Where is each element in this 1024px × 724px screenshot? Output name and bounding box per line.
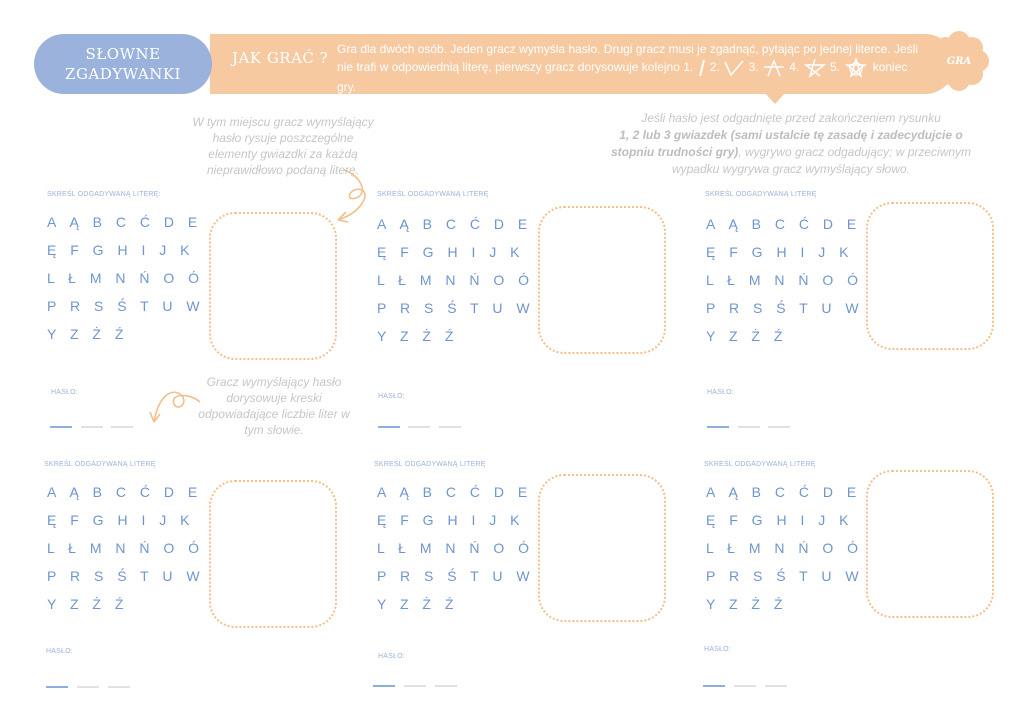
- letter-row[interactable]: L Ł M N Ń O Ó: [706, 272, 864, 288]
- game-title-line1: SŁOWNE: [85, 45, 161, 63]
- star-stage-4-icon: [803, 58, 827, 78]
- letter-row[interactable]: A Ą B C Ć D E: [47, 214, 203, 230]
- stage-3: [749, 58, 786, 77]
- cross-letters-label: SKREŚL ODGADYWANĄ LITERĘ: [374, 461, 486, 468]
- game-title: [34, 34, 212, 94]
- letter-row[interactable]: L Ł M N Ń O Ó: [377, 540, 535, 556]
- letter-row[interactable]: A Ą B C Ć D E: [377, 216, 533, 232]
- letter-row[interactable]: Ę F G H I J K: [706, 244, 854, 260]
- rules-note-intro: Jeśli hasło jest odgadnięte przed zakończeniem rysunku: [641, 111, 941, 125]
- cross-letters-label: SKREŚL ODGADYWANĄ LITERĘ:: [47, 191, 161, 198]
- letter-row[interactable]: Ę F G H I J K: [47, 512, 195, 528]
- alphabet-grid: [377, 478, 535, 618]
- stage-number: 2.: [709, 60, 720, 75]
- letter-row[interactable]: Y Z Ż Ź: [706, 596, 788, 612]
- drawing-box[interactable]: [866, 202, 994, 350]
- password-label: HASŁO:: [707, 389, 734, 396]
- stage-1: [683, 58, 706, 77]
- letter-row[interactable]: Ę F G H I J K: [47, 242, 195, 258]
- letter-row[interactable]: A Ą B C Ć D E: [47, 484, 203, 500]
- stage-2: [710, 58, 745, 77]
- letter-dash[interactable]: [768, 426, 790, 428]
- letter-dash[interactable]: [111, 426, 133, 428]
- drawing-box[interactable]: [209, 480, 337, 628]
- star-stage-2-icon: [723, 59, 745, 77]
- letter-dash[interactable]: [439, 426, 461, 428]
- stage-number: 3.: [748, 60, 759, 75]
- letter-dash[interactable]: [378, 426, 400, 428]
- drawing-box[interactable]: [209, 212, 337, 360]
- game-title-line2: ZGADYWANKI: [65, 65, 181, 83]
- letter-dash[interactable]: [707, 426, 729, 428]
- letter-row[interactable]: P R S Ś T U W: [377, 568, 535, 584]
- password-label: HASŁO:: [378, 653, 405, 660]
- letter-row[interactable]: Ę F G H I J K: [377, 512, 525, 528]
- star-stage-5-icon: [843, 58, 869, 78]
- letter-dash[interactable]: [435, 685, 457, 687]
- stage-5: [830, 58, 869, 78]
- letter-row[interactable]: Ę F G H I J K: [377, 244, 525, 260]
- rules-note: [596, 110, 986, 178]
- dash-note: Gracz wymyślający hasło dorysowuje kreski odpowiadające liczbie liter w tym słowie.: [198, 375, 350, 437]
- letter-row[interactable]: Y Z Ż Ź: [377, 328, 459, 344]
- password-label: HASŁO:: [46, 648, 73, 655]
- cross-letters-label: SKREŚL ODGADYWANĄ LITERĘ: [705, 191, 817, 198]
- instructions-text: [337, 40, 927, 96]
- letter-row[interactable]: Y Z Ż Ź: [706, 328, 788, 344]
- letter-row[interactable]: P R S Ś T U W: [47, 568, 205, 584]
- badge-text: GRA: [946, 55, 972, 67]
- letter-row[interactable]: Y Z Ż Ź: [47, 596, 129, 612]
- password-label: HASŁO:: [378, 393, 405, 400]
- letter-dash[interactable]: [46, 686, 68, 688]
- cross-letters-label: SKREŚL ODGADYWANĄ LITERĘ: [377, 191, 489, 198]
- letter-dash[interactable]: [408, 426, 430, 428]
- letter-row[interactable]: A Ą B C Ć D E: [706, 484, 862, 500]
- rules-note-bold: 1, 2 lub 3 gwiazdek (sami ustalcie tę zasadę i zadecydujcie o stopniu trudności gry): [610, 128, 963, 159]
- drawing-box[interactable]: [538, 206, 666, 354]
- curly-arrow-left-icon: [144, 388, 202, 428]
- letter-row[interactable]: L Ł M N Ń O Ó: [706, 540, 864, 556]
- rules-note-outro: , wygrywo gracz odgadujący; w przeciwnym wypadku wygrywa gracz wymyślający słowo.: [671, 145, 972, 176]
- stage-number: 4.: [789, 60, 800, 75]
- letter-row[interactable]: Y Z Ż Ź: [47, 326, 129, 342]
- draw-note: W tym miejscu gracz wymyślający hasło rysuje poszczególne elementy gwiazdki za każdą nieprawidłowo podaną literę.: [192, 115, 374, 177]
- letter-row[interactable]: L Ł M N Ń O Ó: [47, 540, 205, 556]
- stage-number: 5.: [830, 60, 841, 75]
- alphabet-grid: [47, 208, 205, 348]
- instructions-title: JAK GRAĆ ?: [232, 49, 329, 67]
- alphabet-grid: [47, 478, 205, 618]
- curly-arrow-icon: [332, 168, 372, 226]
- letter-row[interactable]: L Ł M N Ń O Ó: [47, 270, 205, 286]
- drawing-box[interactable]: [538, 474, 666, 622]
- letter-dash[interactable]: [765, 685, 787, 687]
- letter-dash[interactable]: [738, 426, 760, 428]
- letter-dash[interactable]: [108, 686, 130, 688]
- letter-dash[interactable]: [703, 685, 725, 687]
- alphabet-grid: [706, 478, 864, 618]
- letter-row[interactable]: P R S Ś T U W: [706, 300, 864, 316]
- password-label: HASŁO:: [704, 646, 731, 653]
- letter-dash[interactable]: [373, 685, 395, 687]
- alphabet-grid: [706, 210, 864, 350]
- letter-dash[interactable]: [734, 685, 756, 687]
- star-stage-1-icon: [697, 59, 707, 77]
- letter-row[interactable]: Y Z Ż Ź: [377, 596, 459, 612]
- star-stage-3-icon: [762, 59, 786, 77]
- letter-row[interactable]: P R S Ś T U W: [706, 568, 864, 584]
- cross-letters-label: SKREŚL ODGADYWANĄ LITERĘ: [44, 461, 156, 468]
- letter-row[interactable]: L Ł M N Ń O Ó: [377, 272, 535, 288]
- letter-dash[interactable]: [81, 426, 103, 428]
- password-label: HASŁO:: [51, 389, 78, 396]
- drawing-box[interactable]: [866, 470, 994, 618]
- cross-letters-label: SKREŚL ODGADYWANĄ LITERĘ: [704, 461, 816, 468]
- stage-4: [789, 58, 826, 78]
- alphabet-grid: [377, 210, 535, 350]
- letter-row[interactable]: A Ą B C Ć D E: [377, 484, 533, 500]
- flower-badge: [928, 30, 990, 92]
- instructions-end: koniec gry.: [337, 60, 908, 94]
- stage-number: 1.: [683, 60, 694, 75]
- letter-row[interactable]: A Ą B C Ć D E: [706, 216, 862, 232]
- instructions-body: Gra dla dwóch osób. Jeden gracz wymyśla hasło. Drugi gracz musi je zgadnąć, pytając po jednej literce. Jeśli nie trafi w odpowiednią literę, pierwszy gracz dorysowuje kolejno: [337, 42, 918, 75]
- letter-dash[interactable]: [77, 686, 99, 688]
- letter-dash[interactable]: [404, 685, 426, 687]
- letter-row[interactable]: P R S Ś T U W: [47, 298, 205, 314]
- letter-row[interactable]: Ę F G H I J K: [706, 512, 854, 528]
- letter-row[interactable]: P R S Ś T U W: [377, 300, 535, 316]
- letter-dash[interactable]: [50, 426, 72, 428]
